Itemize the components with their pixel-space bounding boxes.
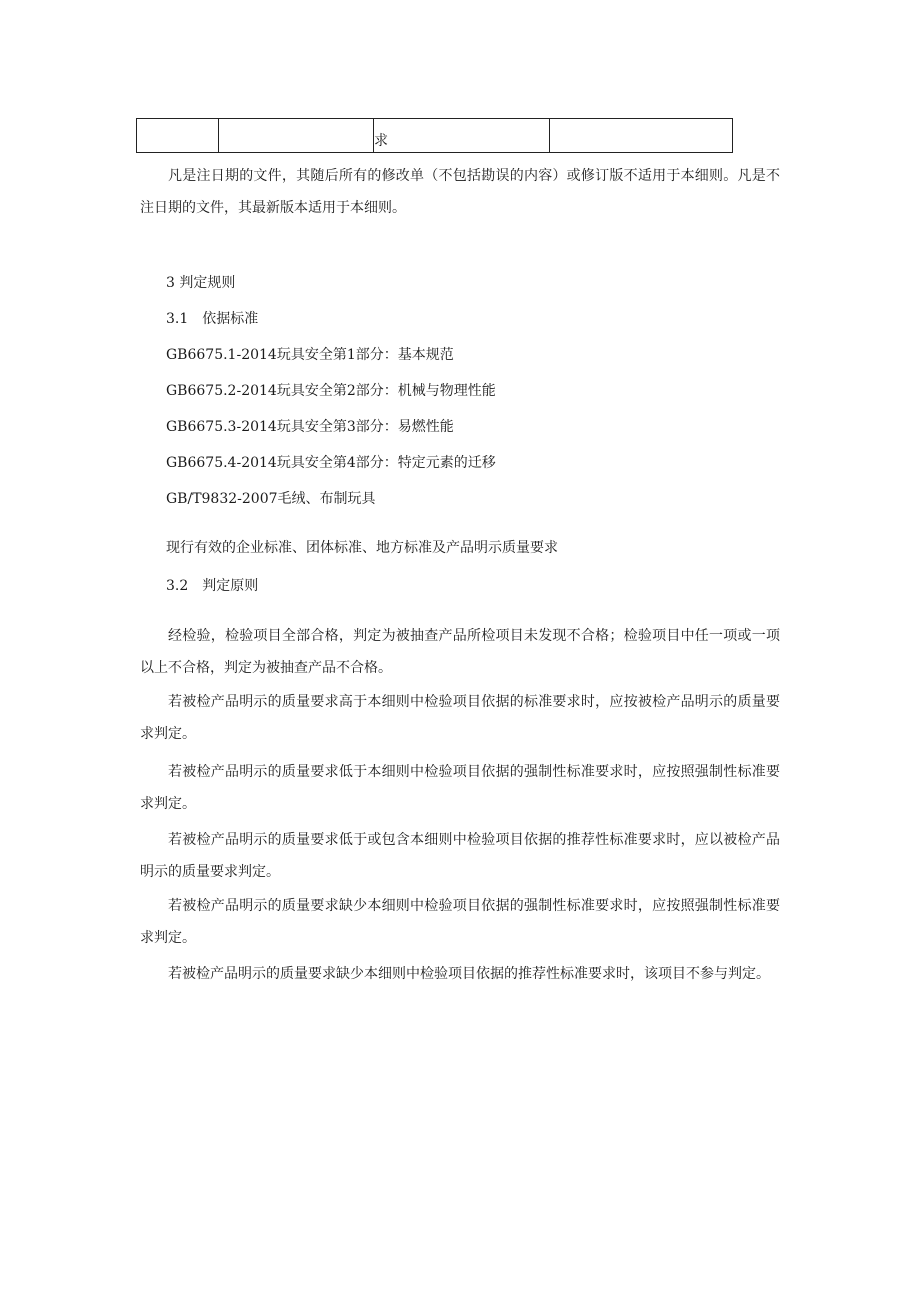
standard-item: GB6675.2-2014玩具安全第2部分：机械与物理性能 [166,383,496,399]
section-heading-3-2: 3.2 判定原则 [166,578,259,594]
table-cell: 求 [374,119,550,153]
section-heading-3-1: 3.1 依据标准 [166,311,259,327]
principle-paragraph: 若被检产品明示的质量要求高于本细则中检验项目依据的标准要求时，应按被检产品明示的质量要求判定。 [140,694,780,742]
principle-paragraph: 若被检产品明示的质量要求低于本细则中检验项目依据的强制性标准要求时，应按照强制性标准要求判定。 [140,764,780,812]
principle-paragraph: 若被检产品明示的质量要求缺少本细则中检验项目依据的强制性标准要求时，应按照强制性标准要求判定。 [140,898,780,946]
standard-item: GB/T9832-2007毛绒、布制玩具 [166,491,376,507]
table-fragment [136,118,733,153]
other-standards-line: 现行有效的企业标准、团体标准、地方标准及产品明示质量要求 [166,540,558,556]
table-row [137,119,733,153]
table-cell [137,119,219,153]
principle-paragraph: 若被检产品明示的质量要求低于或包含本细则中检验项目依据的推荐性标准要求时，应以被检产品明示的质量要求判定。 [140,832,780,880]
standard-item: GB6675.3-2014玩具安全第3部分：易燃性能 [166,419,454,435]
intro-paragraph: 凡是注日期的文件，其随后所有的修改单（不包括勘误的内容）或修订版不适用于本细则。凡是不注日期的文件，其最新版本适用于本细则。 [140,168,780,216]
table-cell [219,119,374,153]
principle-paragraph: 经检验，检验项目全部合格，判定为被抽查产品所检项目未发现不合格；检验项目中任一项或一项以上不合格，判定为被抽查产品不合格。 [140,628,780,676]
section-heading-3: 3 判定规则 [166,275,236,291]
standard-item: GB6675.4-2014玩具安全第4部分：特定元素的迁移 [166,455,496,471]
principle-paragraph: 若被检产品明示的质量要求缺少本细则中检验项目依据的推荐性标准要求时，该项目不参与判定。 [168,966,770,982]
table-cell [550,119,733,153]
standard-item: GB6675.1-2014玩具安全第1部分：基本规范 [166,347,454,363]
